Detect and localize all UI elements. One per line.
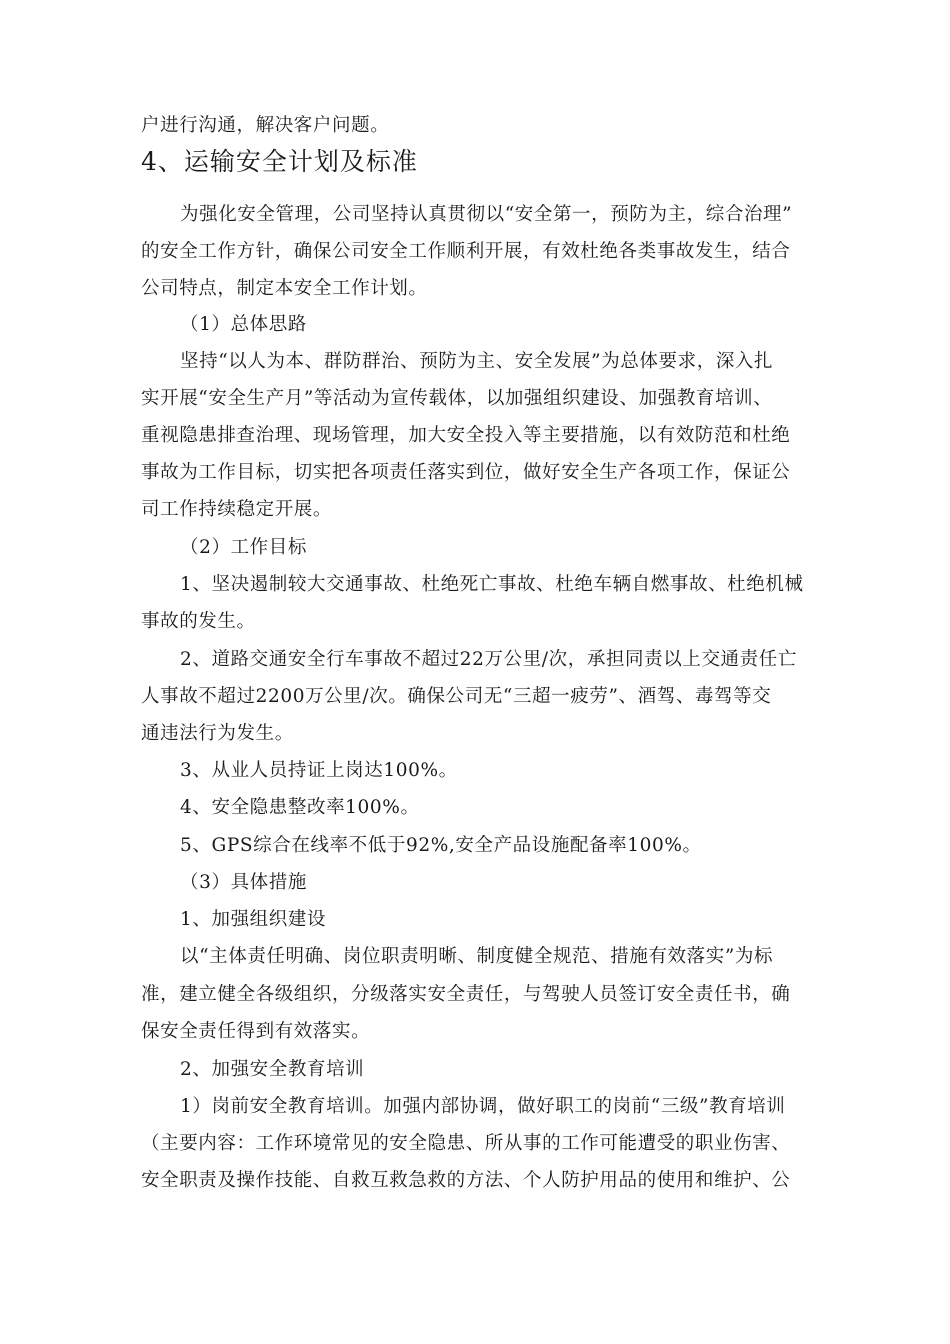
goal-1-line-1: 1、坚决遏制较大交通事故、杜绝死亡事故、杜绝车辆自燃事故、杜绝机械 bbox=[180, 574, 804, 595]
goal-3: 3、从业人员持证上岗达100%。 bbox=[180, 760, 458, 781]
paragraph-intro-line-3: 公司特点，制定本安全工作计划。 bbox=[141, 278, 428, 299]
paragraph-intro-line-2: 的安全工作方针，确保公司安全工作顺利开展，有效杜绝各类事故发生，结合 bbox=[141, 241, 791, 262]
goal-2-line-3: 通违法行为发生。 bbox=[141, 723, 294, 744]
section-heading: 4、运输安全计划及标准 bbox=[141, 147, 418, 176]
measure-2-line-2: （主要内容：工作环境常见的安全隐患、所从事的工作可能遭受的职业伤害、 bbox=[141, 1133, 791, 1154]
paragraph-intro-line-1: 为强化安全管理，公司坚持认真贯彻以“安全第一，预防为主，综合治理” bbox=[180, 204, 793, 225]
measure-1-line-3: 保安全责任得到有效落实。 bbox=[141, 1021, 371, 1042]
subheading-overall-approach: （1）总体思路 bbox=[180, 314, 307, 335]
paragraph-approach-line-4: 事故为工作目标，切实把各项责任落实到位，做好安全生产各项工作，保证公 bbox=[141, 462, 791, 483]
goal-5: 5、GPS综合在线率不低于92%,安全产品设施配备率100%。 bbox=[180, 835, 702, 856]
subheading-specific-measures: （3）具体措施 bbox=[180, 872, 307, 893]
measure-2-title: 2、加强安全教育培训 bbox=[180, 1059, 365, 1080]
goal-4: 4、安全隐患整改率100%。 bbox=[180, 797, 420, 818]
paragraph-approach-line-1: 坚持“以人为本、群防群治、预防为主、安全发展”为总体要求，深入扎 bbox=[180, 351, 774, 372]
measure-2-line-3: 安全职责及操作技能、自救互救急救的方法、个人防护用品的使用和维护、公 bbox=[141, 1170, 791, 1191]
goal-1-line-2: 事故的发生。 bbox=[141, 611, 256, 632]
measure-1-line-1: 以“主体责任明确、岗位职责明晰、制度健全规范、措施有效落实”为标 bbox=[180, 946, 774, 967]
measure-1-line-2: 准，建立健全各级组织，分级落实安全责任，与驾驶人员签订安全责任书，确 bbox=[141, 984, 791, 1005]
subheading-work-goals: （2）工作目标 bbox=[180, 537, 307, 558]
measure-2-line-1: 1）岗前安全教育培训。加强内部协调，做好职工的岗前“三级”教育培训 bbox=[180, 1096, 786, 1117]
goal-2-line-2: 人事故不超过2200万公里/次。确保公司无“三超一疲劳”、酒驾、毒驾等交 bbox=[141, 686, 772, 707]
paragraph-approach-line-2: 实开展“安全生产月”等活动为宣传载体，以加强组织建设、加强教育培训、 bbox=[141, 388, 773, 409]
text-line-continuation: 户进行沟通，解决客户问题。 bbox=[141, 115, 390, 136]
paragraph-approach-line-3: 重视隐患排查治理、现场管理，加大安全投入等主要措施，以有效防范和杜绝 bbox=[141, 425, 791, 446]
goal-2-line-1: 2、道路交通安全行车事故不超过22万公里/次，承担同责以上交通责任亡 bbox=[180, 649, 797, 670]
measure-1-title: 1、加强组织建设 bbox=[180, 909, 327, 930]
paragraph-approach-line-5: 司工作持续稳定开展。 bbox=[141, 499, 333, 520]
